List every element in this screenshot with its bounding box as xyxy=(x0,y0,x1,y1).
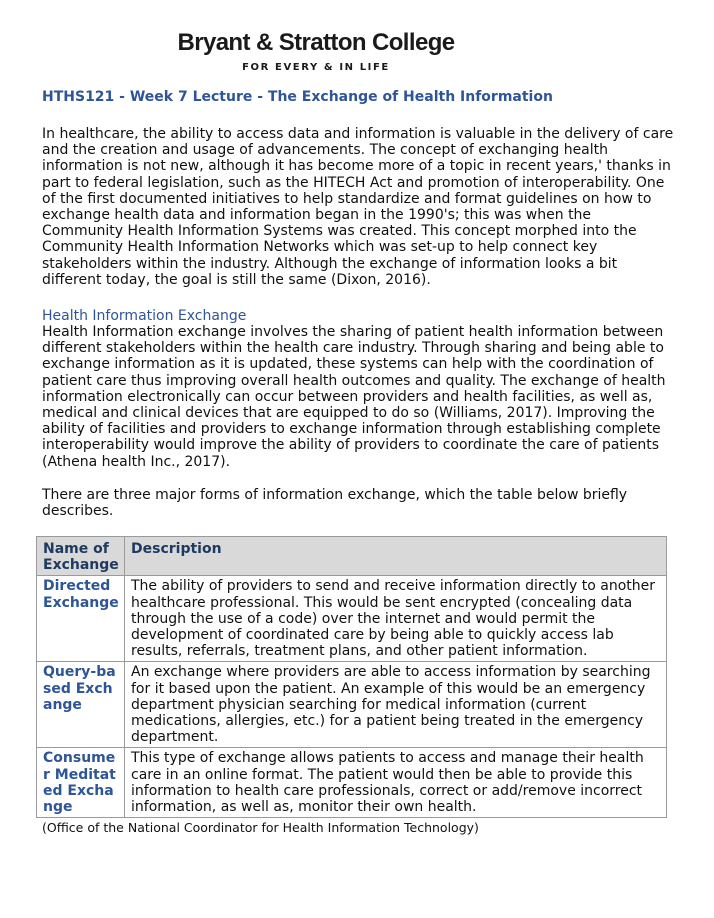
table-source-citation: (Office of the National Coordinator for Health Information Technology) xyxy=(42,820,479,835)
logo-tagline: FOR EVERY & IN LIFE xyxy=(242,62,390,73)
column-header-name: Name of Exchange xyxy=(37,537,125,576)
exchange-name: Query-based Exchange xyxy=(37,662,125,748)
table-row xyxy=(37,748,667,818)
exchange-description: An exchange where providers are able to access information by searching for it based upon the patient. An example of this would be an emergency department physician searching for medical information (current medications, allergies, etc.) for a patient being treated in the emergency department. xyxy=(125,662,667,748)
table-row xyxy=(37,576,667,662)
table-intro: There are three major forms of information exchange, which the table below briefly describes. xyxy=(42,487,628,520)
exchange-description: The ability of providers to send and receive information directly to another healthcare professional. This would be sent encrypted (concealing data through the use of a code) over the internet and would permit the development of coordinated care by being able to quickly access lab results, referrals, treatment plans, and other patient information. xyxy=(125,576,667,662)
logo-title: Bryant & Stratton College xyxy=(177,29,455,56)
table-row xyxy=(37,662,667,748)
intro-paragraph: In healthcare, the ability to access data and information is valuable in the delivery of care and the creation and usage of advancements. The concept of exchanging health information is not new, although it has become more of a topic in recent years,' thanks in part to federal legislation, such as the HITECH Act and promotion of interoperability. One of the first documented initiatives to help standardize and format guidelines on how to exchange health data and information began in the 1990's; this was when the Community Health Information Systems was created. This concept morphed into the Community Health Information Networks which was set-up to help connect key stakeholders within the industry. Although the exchange of information looks a bit different today, the goal is still the same (Dixon, 2016). xyxy=(42,126,674,288)
column-header-description: Description xyxy=(125,537,667,576)
exchange-name: Consumer Meditated Exchange xyxy=(37,748,125,818)
college-logo xyxy=(176,28,456,74)
section-heading: Health Information Exchange xyxy=(42,308,247,324)
exchange-description: This type of exchange allows patients to access and manage their health care in an online format. The patient would then be able to provide this information to health care professionals, correct or add/remove incorrect information, as well as, monitor their own health. xyxy=(125,748,667,818)
page-title: HTHS121 - Week 7 Lecture - The Exchange of Health Information xyxy=(42,89,553,105)
section-paragraph: Health Information exchange involves the sharing of patient health information between different stakeholders within the health care industry. Through sharing and being able to exchange information as it is updated, these systems can help with the coordination of patient care thus improving overall health outcomes and quality. The exchange of health information electronically can occur between providers and health facilities, as well as, medical and clinical devices that are equipped to do so (Williams, 2017). Improving the ability of facilities and providers to exchange information through establishing complete interoperability would improve the ability of providers to coordinate the care of patients (Athena health Inc., 2017). xyxy=(42,324,666,470)
exchange-table xyxy=(36,536,667,818)
table-header-row xyxy=(37,537,667,576)
exchange-name: Directed Exchange xyxy=(37,576,125,662)
